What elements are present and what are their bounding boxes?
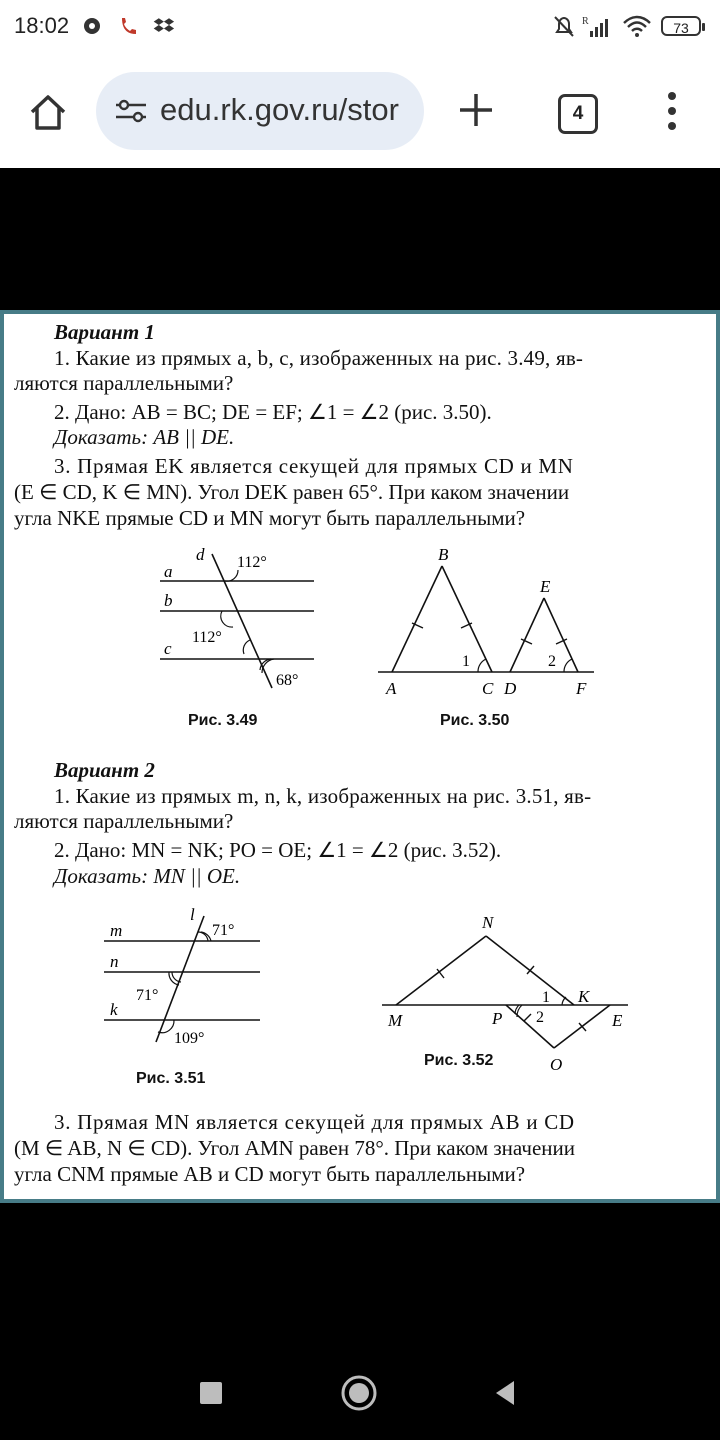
label-k: k — [110, 1000, 118, 1019]
wifi-icon — [622, 14, 652, 40]
label-c: c — [164, 639, 172, 658]
figure-3-51 — [100, 902, 270, 1062]
v2-q1-line1: 1. Какие из прямых m, n, k, изображенных на рис. 3.51, яв- — [54, 784, 592, 808]
caption-3-50: Рис. 3.50 — [440, 712, 510, 729]
recents-icon[interactable] — [198, 1380, 224, 1406]
label-O: O — [550, 1055, 563, 1074]
label-112-top: 112° — [237, 554, 267, 571]
label-N: N — [482, 913, 494, 932]
label-C: C — [482, 679, 494, 698]
svg-text:R: R — [582, 16, 589, 27]
v1-q3-line2: (E ∈ CD, K ∈ MN). Угол DEK равен 65°. При каком значении — [14, 480, 570, 504]
label-112-mid: 112° — [192, 629, 222, 646]
caption-3-49: Рис. 3.49 — [188, 712, 258, 729]
back-icon[interactable] — [492, 1378, 518, 1408]
variant2-title: Вариант 2 — [54, 758, 155, 782]
label-68: 68° — [276, 672, 299, 689]
new-tab-icon[interactable] — [456, 88, 496, 132]
label-A: A — [386, 679, 397, 698]
browser-chrome — [0, 0, 720, 168]
label-m: m — [110, 921, 123, 940]
figure-3-50 — [372, 536, 608, 704]
document-page — [4, 314, 716, 1199]
home-icon[interactable] — [26, 90, 70, 134]
tab-switcher-button[interactable]: 4 — [558, 94, 598, 134]
url-text[interactable]: edu.rk.gov.ru/stor — [160, 92, 399, 127]
label-F: F — [576, 679, 587, 698]
v2-q2-line2: Доказать: MN || OE. — [54, 864, 241, 888]
label-71-top: 71° — [212, 922, 235, 939]
label-B: B — [438, 545, 449, 564]
variant1-title: Вариант 1 — [54, 320, 155, 344]
v1-q3-line3: угла NKE прямые CD и MN могут быть параллельными? — [14, 506, 526, 530]
v1-q3-line1: 3. Прямая EK является секущей для прямых CD и MN — [54, 454, 574, 478]
figure-3-52 — [374, 898, 640, 1078]
v2-q1-line2: ляются параллельными? — [14, 809, 234, 833]
label-E: E — [540, 577, 551, 596]
label-P: P — [492, 1009, 503, 1028]
v1-q1-line2: ляются параллельными? — [14, 371, 234, 395]
navigation-bar — [0, 1340, 720, 1440]
label-K: K — [578, 987, 590, 1006]
label-M: M — [388, 1011, 403, 1030]
dropbox-icon — [152, 14, 176, 38]
v2-q3-line2: (M ∈ AB, N ∈ CD). Угол AMN равен 78°. При каком значении — [14, 1136, 575, 1160]
caption-3-52: Рис. 3.52 — [424, 1052, 494, 1069]
label-71-mid: 71° — [136, 987, 159, 1004]
status-bar — [0, 0, 720, 56]
label-d: d — [196, 545, 205, 564]
label-D: D — [504, 679, 517, 698]
missed-call-icon — [118, 14, 140, 38]
v2-q3-line3: угла CNM прямые AB и CD могут быть параллельными? — [14, 1162, 526, 1186]
v2-q2-line1: 2. Дано: MN = NK; PO = OE; ∠1 = ∠2 (рис. 3.52). — [54, 838, 502, 862]
v1-q2-line1: 2. Дано: AB = BC; DE = EF; ∠1 = ∠2 (рис. 3.50). — [54, 400, 492, 424]
battery-indicator: 73 — [661, 16, 701, 36]
status-time: 18:02 — [14, 13, 70, 38]
v1-q1-line1: 1. Какие из прямых a, b, c, изображенных на рис. 3.49, яв- — [54, 346, 584, 370]
document-image — [0, 310, 720, 1203]
label-2-v2: 2 — [536, 1009, 544, 1026]
caption-3-51: Рис. 3.51 — [136, 1070, 206, 1087]
home-nav-icon[interactable] — [340, 1374, 378, 1412]
label-2: 2 — [548, 653, 556, 670]
v1-q2-line2: Доказать: AB || DE. — [54, 425, 235, 449]
site-settings-icon[interactable] — [114, 96, 148, 126]
label-E-v2: E — [612, 1011, 623, 1030]
label-1: 1 — [462, 653, 470, 670]
signal-icon — [582, 14, 614, 40]
address-bar[interactable] — [96, 72, 424, 150]
label-1-v2: 1 — [542, 989, 550, 1006]
mute-icon — [552, 14, 576, 40]
label-n: n — [110, 952, 119, 971]
more-menu-icon[interactable] — [660, 88, 684, 134]
notification-icon — [82, 14, 104, 38]
label-109: 109° — [174, 1030, 205, 1047]
figure-3-49 — [154, 542, 324, 702]
label-l: l — [190, 905, 195, 924]
label-b: b — [164, 591, 173, 610]
label-a: a — [164, 562, 173, 581]
v2-q3-line1: 3. Прямая MN является секущей для прямых AB и CD — [54, 1110, 575, 1134]
